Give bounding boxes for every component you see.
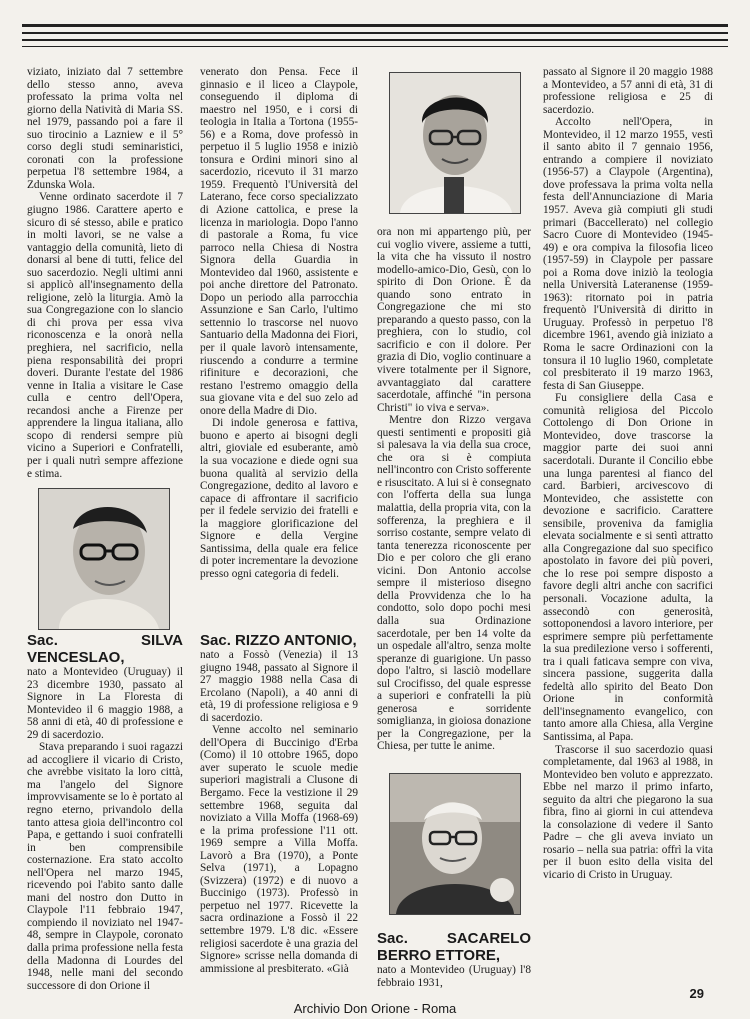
column-3-bottom	[377, 930, 531, 989]
col1-paragraph-2: Venne ordinato sacerdote il 7 giugno 1986. Carattere aperto e sicuro di sé stesso, abile e pratico in molti lavori, se ne valse a vantaggio della comunità, lieto di donarsi al bene di tutti, felice del suo sacerdozio. Negli ultimi anni si applicò all'insegnamento della religione, zelò la liturgia. Amò la sua Congregazione con lo slancio di chi prova per essa viva riconoscenza e la onorà nella preghiera, nel sacrificio, nella piena responsabilità dei propri doveri. Durante l'estate del 1986 venne in Italia a visitare le Case culla e centro dell'Opera, recandosi anche a Firenze per apprendere la lingua italiana, allo scopo di rendersi sempre più vicino a Superiori e Confratelli, per i quali nutrì sempre affezione e stima.	[27, 191, 183, 480]
header-rule-4	[22, 46, 728, 47]
column-2-bottom	[200, 632, 358, 984]
obit-intro-silva: nato a Montevideo (Uruguay) il 23 dicembre 1930, passato al Signore in La Floresta di Montevideo il 6 maggio 1988, a 58 anni di età, 40 di professione e 29 di sacerdozio.	[27, 666, 183, 741]
header-rule-1	[22, 24, 728, 27]
col2-paragraph-2: Di indole generosa e fattiva, buono e aperto ai bisogni degli altri, gioviale ed esuberante, amò la sua vocazione e diede ogni sua buona qualità al servizio della Congregazione, dedito al lavoro e capace di affrontare il sacrificio per il fedele servizio dei fratelli e la maggiore glorificazione del Signore e della Vergine Santissima, della quale era felice di poter incrementare la devozione presso ogni categoria di fedeli.	[200, 417, 358, 580]
obit-intro-sacarelo: nato a Montevideo (Uruguay) l'8 febbraio 1931,	[377, 964, 531, 989]
col4-paragraph-2: Accolto nell'Opera, in Montevideo, il 12 marzo 1955, vestì il santo abito il 7 gennaio 1956, entrando a compiere il noviziato (1956-57) a Claypole (Argentina), dove professava la prima volta nella festa dell'Annunciazione di Maria 1957. Aveva già compiuti gli studi primari (Baccellerato) nel collegio Sacro Cuore di Montevideo (1945-49) e ora compiva la filosofia liceo (1957-59) in Claypole per passare poi a Roma dove iniziò la teologia nella Università Lateranense (1959-1963): ritornato poi in patria frequentò l'Università di diritto in Uruguay. Professò in perpetuo l'8 dicembre 1961, avendo già iniziato a Roma le sacre Ordinazioni con la tonsura il 10 luglio 1960, completate col presbiterato il 19 marzo 1963, festa di San Giuseppe.	[543, 116, 713, 392]
column-4	[543, 66, 713, 984]
col1-paragraph-3: Stava preparando i suoi ragazzi ad accogliere il vicario di Cristo, che avrebbe visitato la loro città, ma l'angelo del Signore improvvisamente se lo è portato al regno eterno, privandolo della tanto attesa gioia dell'incontro col Papa, e gettando i suoi confratelli in ben comprensibile costernazione. Era stato accolto nell'Opera nel marzo 1945, ricevendo poi l'abito santo dalle mani del nostro don Dutto in Claypole l'11 febbraio 1947, compiendo il noviziato nel 1947-48, sempre in Claypole, coronato dalla prima professione nella festa della Madonna di Lourdes del 1948, nelle mani del secondo successore di don Orione il	[27, 741, 183, 992]
column-1-bottom	[27, 632, 183, 992]
portrait-rizzo-antonio	[389, 72, 521, 214]
column-2-top	[200, 66, 358, 632]
header-rule-2	[22, 32, 728, 34]
column-1-top	[27, 66, 183, 486]
obit-name-sacarelo: Sac. SACARELO BERRO ETTORE,	[377, 930, 531, 964]
obit-name-silva: Sac. SILVA VENCESLAO,	[27, 632, 183, 666]
portrait-silva-venceslao	[38, 488, 170, 630]
col2-paragraph-3: Venne accolto nel seminario dell'Opera di Buccinigo d'Erba (Como) il 10 ottobre 1965, dopo aver superato le scuole medie superiori magistrali a Clusone di Bergamo. Fece la vestizione il 29 settembre 1968, seguita dal noviziato a Villa Moffa (1968-69) e la prima professione l'11 ott. 1969 sempre a Villa Moffa. Lavorò a Bra (1970), a Ponte Selva (1971), a Lopagno (Svizzera) (1972) e di nuovo a Buccinigo (1973). Professò in perpetuo nel 1977. Ricevette la sacra ordinazione a Fossò il 22 settembre 1979. L'8 dic. «Essere religiosi sacerdote è una grazia del Signore» scrisse nella domanda di ammissione al presbiterato. «Già	[200, 724, 358, 975]
header-rule-3	[22, 39, 728, 41]
col3-paragraph-2: Mentre don Rizzo vergava questi sentimenti e propositi già si palesava la via della sua croce, che ora si è compiuta nell'incontro con Cristo sofferente e risuscitato. A lui si è consegnato con l'offerta della sua lunga malattia, della propria vita, con la sofferenza, la preghiera e il sorriso costante, sempre velato di tanta tenerezza riconoscente per Dio e per coloro che gli erano vicini. Don Antonio accolse sempre il misterioso disegno della Provvidenza che lo ha condotto, solo dopo pochi mesi dalla sua Ordinazione sacerdotale, per ben 14 volte da un ospedale all'altro, senza molte speranze di guarigione. Un passo dopo l'altro, si lasciò modellare sul Crocifisso, del quale espresse a superiori e confratelli la più generosa e sorridente somiglianza, in gioiosa donazione per la Congregazione, per la Chiesa, per tutte le anime.	[377, 414, 531, 753]
column-3-top	[377, 226, 531, 772]
obit-intro-rizzo: nato a Fossò (Venezia) il 13 giugno 1948, passato al Signore il 27 maggio 1988 nella Casa di Ercolano (Napoli), a 40 anni di età, 19 di professione religiosa e 9 di sacerdozio.	[200, 649, 358, 724]
portrait-sacarelo-berro-ettore	[389, 773, 521, 915]
page-number: 29	[689, 986, 704, 1001]
obit-name-rizzo: Sac. RIZZO ANTONIO,	[200, 632, 357, 649]
col4-paragraph-4: Trascorse il suo sacerdozio quasi completamente, dal 1963 al 1988, in Montevideo ben voluto e apprezzato. Ebbe nel marzo il primo infarto, seguito da altri che piegarono la sua fibra, fino ai giorni in cui attendeva la consolazione di vedere il Santo Padre – che gli aveva inviato un rosario – nella sua patria: offrì la vita per il buon esito della visita del vicario di Cristo in Uruguay.	[543, 743, 713, 881]
col4-paragraph-3: Fu consigliere della Casa e comunità religiosa del Piccolo Cottolengo di Don Orione in Montevideo, dove trascorse la maggior parte dei suoi anni sacerdotali. Durante il Concilio ebbe una lunga parentesi al fianco del card. Barbieri, arcivescovo di Montevideo, che assistette con devozione e sacrificio. Carattere sensibile, proveniva da famiglia elevata socialmente e si sentì attratto alla Congregazione dal suo specifico apostolato in favore dei più poveri, che lo rese poi sempre disposto a favore degli altri anche con sacrifici personali. Vocazione adulta, la assecondò con generosità, sottoponendosi a lavoro interiore, per esprimere sempre più perfettamente la sua predilezione verso i sofferenti, tra i quali faticava sempre con viva, sincera passione, suggerita dalla fedeltà allo spirito del Beato Don Orione in conformità dell'insegnamento evangelico, con tanto amore alla Chiesa, alla Vergine Santissima, al Papa.	[543, 392, 713, 743]
col3-paragraph-1: ora non mi appartengo più, per cui voglio vivere, assieme a tutti, la vita che ha vissuto il nostro modello-amico-Dio, Gesù, con lo spirito di Don Orione. È da quando sono entrato in Congregazione che mi sto preparando a questo passo, con la preghiera, con lo studio, col sacrificio e con il dolore. Per grazia di Dio, voglio continuare a vivere totalmente per il Signore, avvantaggiato dal carattere sacerdotale, affinché "in persona Christi" io viva e serva».	[377, 226, 531, 414]
col2-paragraph-1: venerato don Pensa. Fece il ginnasio e il liceo a Claypole, conseguendo il diploma di maestro nel 1950, e i corsi di teologia in Italia a Tortona (1955-56) e a Roma, dove professò in perpetuo il 5 luglio 1958 e iniziò tonsura e Ordini minori sino al sacerdozio, ricevuto il 31 marzo 1959. Frequentò l'Università del Laterano, fece corso specializzato di Azione cattolica, e prese la licenza in mariologia. Dopo l'anno di pastorale a Roma, fu vice parroco nella Chiesa di Nostra Signora della Guardia in Montevideo dal 1960, assistente e poi anche direttore del Patronato. Dopo un periodo alla parrocchia Assunzione e San Carlo, l'ultimo settennio lo trascorse nel nuovo Santuario della Madonna dei Fiori, per il quale lavorò intensamente, riuscendo a condurre a termine rifiniture e decorazioni, che restano l'estremo omaggio della sua giovane vita e del suo zelo ad onore della Madre di Dio.	[200, 66, 358, 417]
col1-paragraph-1: viziato, iniziato dal 7 settembre dello stesso anno, aveva professato la prima volta nel giorno della Natività di Maria SS. nel 1979, passando poi a fare il suo tirocinio a Lazniew e il 5° corso degli studi seminaristici, coronati con la professione perpetua l'8 settembre 1984, a Zdunska Wola.	[27, 66, 183, 191]
col4-paragraph-1: passato al Signore il 20 maggio 1988 a Montevideo, a 57 anni di età, 31 di professione religiosa e 25 di sacerdozio.	[543, 66, 713, 116]
archive-footer: Archivio Don Orione - Roma	[293, 1001, 457, 1016]
